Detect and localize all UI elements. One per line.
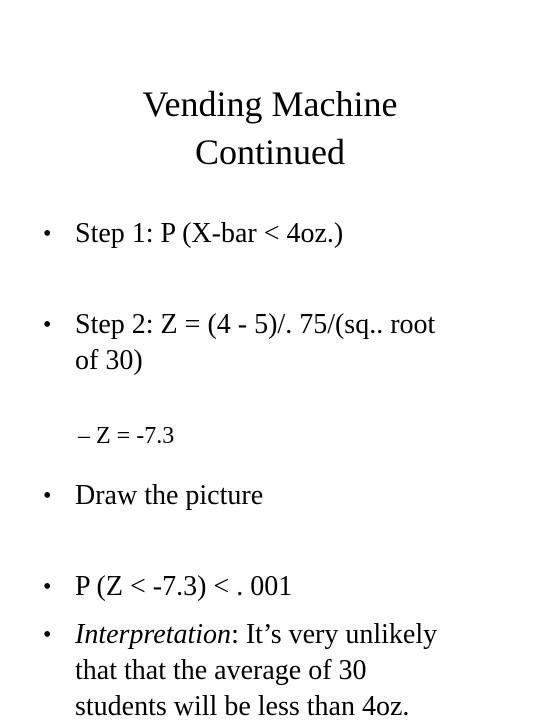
bullet-text: P (Z < -7.3) < . 001 — [75, 571, 293, 602]
slide-title-line1: Vending Machine — [142, 84, 398, 124]
bullet-text: Draw the picture — [75, 480, 264, 511]
bullet-text: students will be less than 4oz. — [75, 691, 410, 720]
bullet-text: that that the average of 30 — [75, 655, 367, 686]
bullet-icon: • — [43, 221, 52, 247]
bullet-text: of 30) — [75, 345, 143, 376]
sub-bullet-z — [78, 421, 174, 451]
bullet-icon: • — [43, 574, 52, 600]
bullet-text: Step 1: P (X-bar < 4oz.) — [75, 218, 344, 249]
interpretation-rest: : It’s very unlikely — [231, 619, 438, 650]
interpretation-label: Interpretation — [75, 619, 232, 650]
bullet-icon: • — [43, 483, 52, 509]
dash-icon: – — [78, 423, 90, 449]
bullet-icon: • — [43, 312, 52, 338]
sub-bullet-text: Z = -7.3 — [96, 423, 175, 449]
bullet-icon: • — [43, 622, 52, 648]
bullet-text: Step 2: Z = (4 - 5)/. 75/(sq.. root — [75, 309, 436, 340]
slide-title-line2: Continued — [195, 132, 345, 172]
bullet-text — [75, 617, 437, 653]
